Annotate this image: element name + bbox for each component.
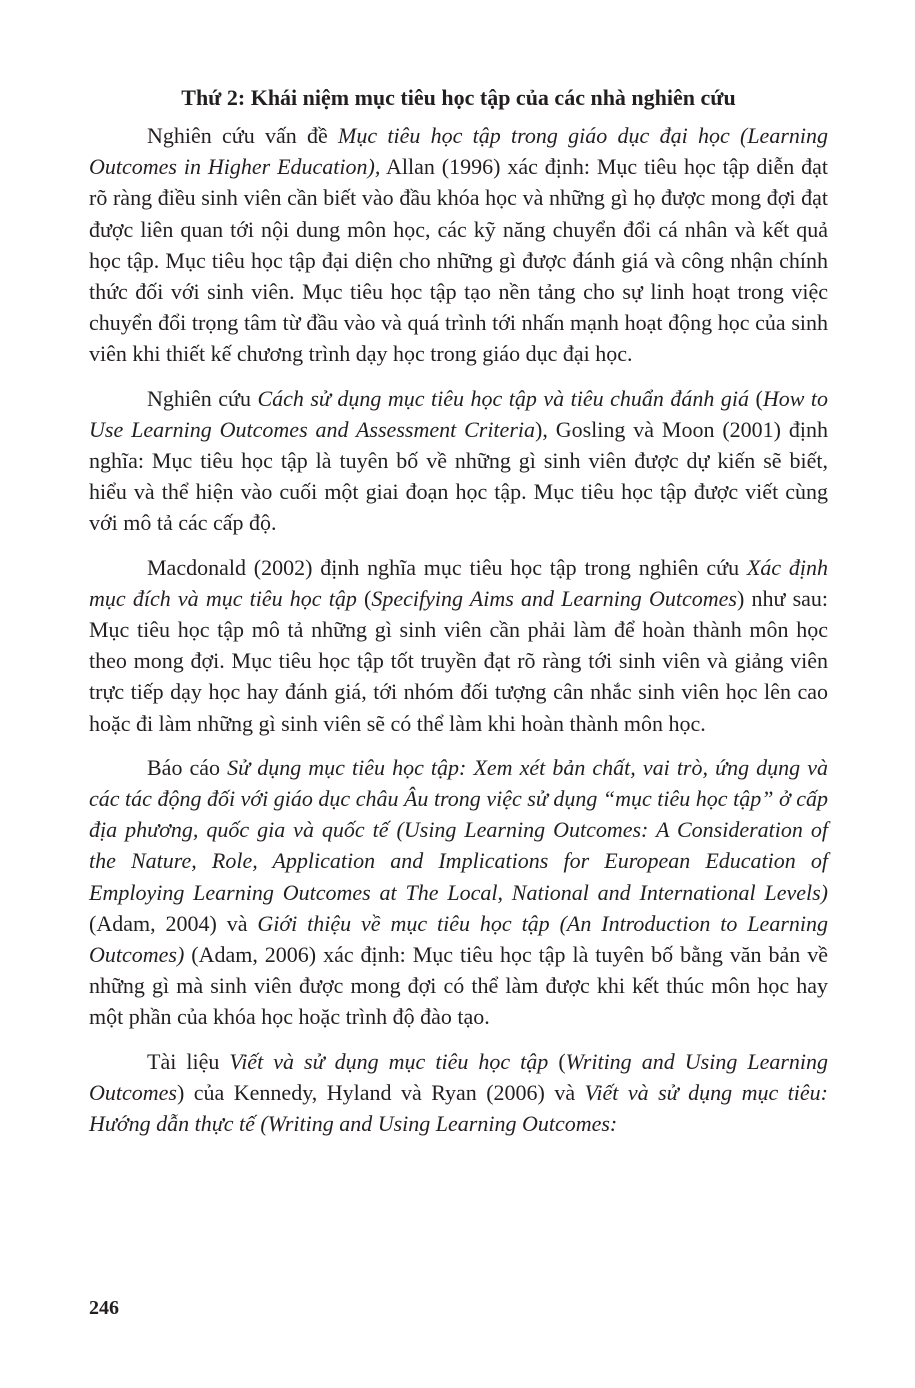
text-run: ( xyxy=(548,1048,566,1074)
italic-text-run: Writing and Using Learning Outcomes xyxy=(89,1048,829,1105)
italic-text-run: How to Use Learning Outcomes and Assessment Criteria xyxy=(89,385,828,442)
text-run: Allan (1996) xác định: Mục tiêu học tập diễn đạt rõ ràng điều sinh viên cần biết vào đầu khóa học và những gì họ được mong đợi đạt được liên quan tới nội dung môn học, các kỹ năng chuyển đổi cá nhân và kết quả học tập. Mục tiêu học tập đại diện cho những gì được đánh giá và công nhận chính thức đối với sinh viên. Mục tiêu học tập tạo nền tảng cho sự linh hoạt trong việc chuyển đổi trọng tâm từ đầu vào và quá trình tới nhấn mạnh hoạt động học của sinh viên khi thiết kế chương trình dạy học trong giáo dục đại học. xyxy=(89,154,829,367)
paragraph-list xyxy=(89,120,828,1139)
italic-text-run: Viết và sử dụng mục tiêu: Hướng dẫn thực tế (Writing and Using Learning Outcomes: xyxy=(89,1079,828,1137)
text-run: Macdonald (2002) định nghĩa mục tiêu học tập trong nghiên cứu xyxy=(147,554,747,580)
text-run: (Adam, 2004) và xyxy=(89,910,258,936)
text-run: ) của Kennedy, Hyland và Ryan (2006) và xyxy=(176,1079,585,1105)
italic-text-run: Sử dụng mục tiêu học tập: Xem xét bản chất, vai trò, ứng dụng và các tác động đối với giáo dục châu Âu trong việc sử dụng “mục tiêu học tập” ở cấp địa phương, quốc gia và quốc tế (Using Learning Outcomes: A Consideration of the Nature, Role, Application and Implications for European Education of Employing Learning Outcomes at The Local, National and International Levels) xyxy=(89,754,828,905)
body-paragraph xyxy=(89,1046,828,1140)
body-paragraph xyxy=(89,383,828,539)
italic-text-run: Specifying Aims and Learning Outcomes xyxy=(371,585,737,611)
italic-text-run: Giới thiệu về mục tiêu học tập (An Introduction to Learning Outcomes) xyxy=(89,910,828,968)
page-number: 246 xyxy=(89,1297,119,1319)
body-paragraph xyxy=(89,120,828,370)
text-run: Tài liệu xyxy=(147,1048,230,1074)
italic-text-run: Xác định mục đích và mục tiêu học tập xyxy=(89,554,828,611)
text-run: Báo cáo xyxy=(147,754,228,780)
text-run: ( xyxy=(356,585,372,611)
italic-text-run: Mục tiêu học tập trong giáo dục đại học (Learning Outcomes in Higher Education), xyxy=(89,123,828,180)
body-paragraph xyxy=(89,552,828,739)
section-heading: Thứ 2: Khái niệm mục tiêu học tập của các nhà nghiên cứu xyxy=(181,85,736,110)
text-run: ( xyxy=(749,385,763,411)
text-run: ), Gosling và Moon (2001) định nghĩa: Mục tiêu học tập là tuyên bố về những gì sinh viên được dự kiến sẽ biết, hiểu và thể hiện vào cuối một giai đoạn học tập. Mục tiêu học tập được viết cùng với mô tả các cấp độ. xyxy=(89,416,828,536)
text-run: ) như sau: Mục tiêu học tập mô tả những gì sinh viên cần phải làm để hoàn thành môn học theo mong đợi. Mục tiêu học tập tốt truyền đạt rõ ràng tới sinh viên và giảng viên trực tiếp dạy học hay đánh giá, tới nhóm đối tượng cân nhắc sinh viên học lên cao hoặc đi làm những gì sinh viên sẽ có thể làm khi hoàn thành môn học. xyxy=(89,585,829,736)
italic-text-run: Viết và sử dụng mục tiêu học tập xyxy=(229,1048,549,1074)
text-run: Nghiên cứu xyxy=(147,385,258,411)
body-paragraph xyxy=(89,752,828,1033)
italic-text-run: Cách sử dụng mục tiêu học tập và tiêu chuẩn đánh giá xyxy=(257,385,749,411)
text-run: (Adam, 2006) xác định: Mục tiêu học tập là tuyên bố bằng văn bản về những gì mà sinh viên được mong đợi có thể làm được khi kết thúc môn học hay một phần của khóa học hoặc trình độ đào tạo. xyxy=(89,942,828,1030)
text-run: Nghiên cứu vấn đề xyxy=(147,123,339,148)
page-body xyxy=(89,82,828,1152)
